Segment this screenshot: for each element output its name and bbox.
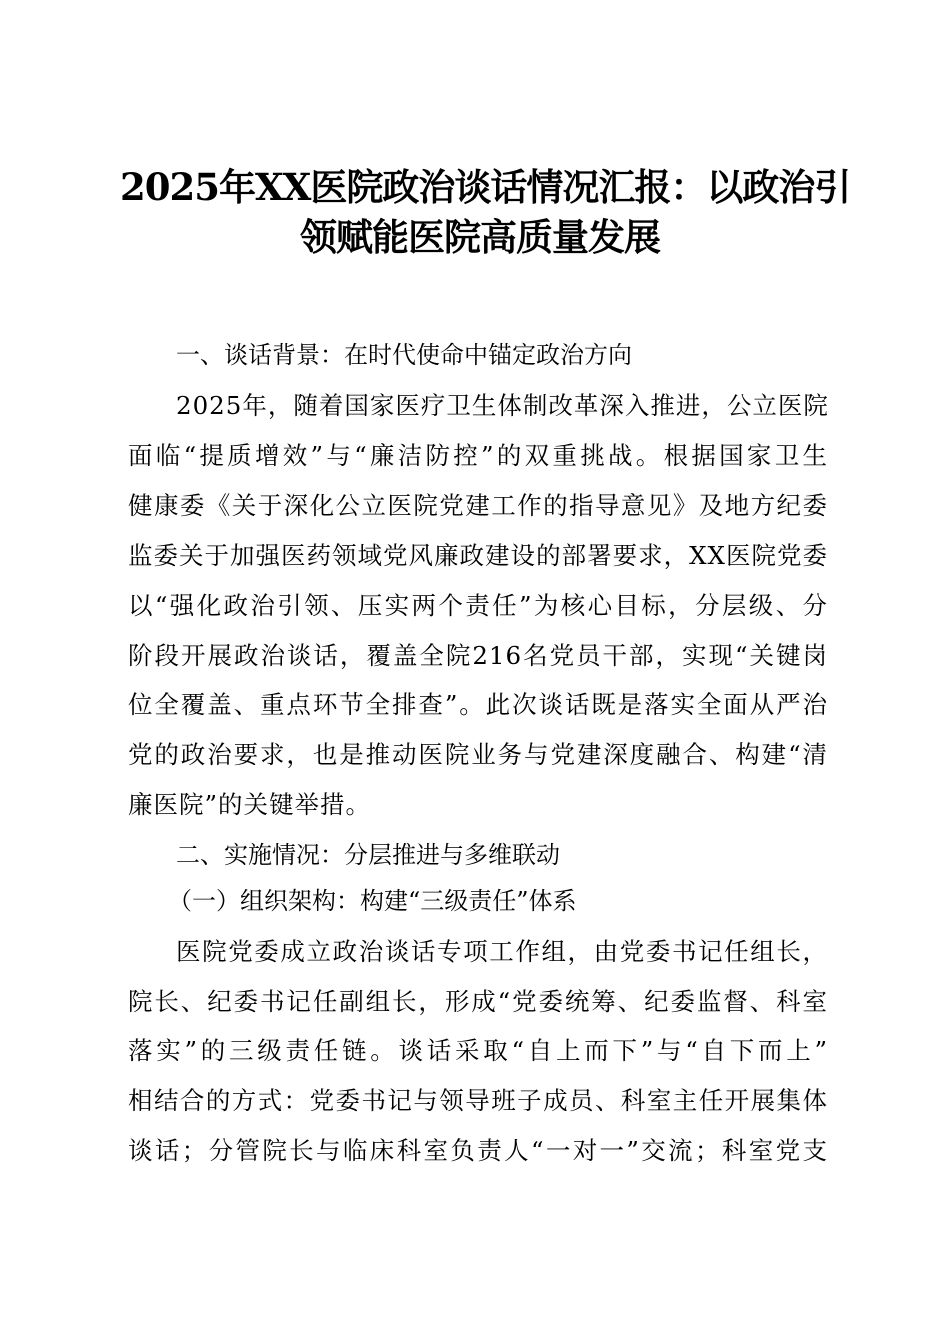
- paragraph-line: 落实”的三级责任链。谈话采取“自上而下”与“自下而上”: [128, 1036, 828, 1065]
- paragraph-line: 医院党委成立政治谈话专项工作组，由党委书记任组长，: [176, 937, 828, 966]
- paragraph-line: 监委关于加强医药领域党风廉政建设的部署要求，XX医院党委: [128, 541, 828, 570]
- paragraph-line: 位全覆盖、重点环节全排查”。此次谈话既是落实全面从严治: [128, 690, 828, 719]
- paragraph-line: 2025年，随着国家医疗卫生体制改革深入推进，公立医院: [176, 391, 829, 420]
- paragraph-line: 阶段开展政治谈话，覆盖全院216名党员干部，实现“关键岗: [128, 641, 828, 670]
- paragraph-line: 面临“提质增效”与“廉洁防控”的双重挑战。根据国家卫生: [128, 441, 828, 470]
- paragraph-line: 廉医院”的关键举措。: [128, 790, 372, 819]
- title-line-2: 领赋能医院高质量发展: [300, 215, 660, 259]
- paragraph-line: 相结合的方式：党委书记与领导班子成员、科室主任开展集体: [128, 1086, 828, 1115]
- section-2-heading: 二、实施情况：分层推进与多维联动: [176, 841, 560, 869]
- subsection-1-heading: （一）组织架构：构建“三级责任”体系: [168, 887, 577, 915]
- title-line-1: 2025年XX医院政治谈话情况汇报：以政治引: [120, 165, 851, 209]
- section-1-heading: 一、谈话背景：在时代使命中锚定政治方向: [176, 341, 632, 369]
- paragraph-line: 党的政治要求，也是推动医院业务与党建深度融合、构建“清: [128, 740, 828, 769]
- paragraph-line: 健康委《关于深化公立医院党建工作的指导意见》及地方纪委: [128, 491, 828, 520]
- paragraph-line: 院长、纪委书记任副组长，形成“党委统筹、纪委监督、科室: [128, 987, 828, 1016]
- paragraph-line: 以“强化政治引领、压实两个责任”为核心目标，分层级、分: [128, 591, 828, 620]
- paragraph-line: 谈话；分管院长与临床科室负责人“一对一”交流；科室党支: [128, 1136, 828, 1165]
